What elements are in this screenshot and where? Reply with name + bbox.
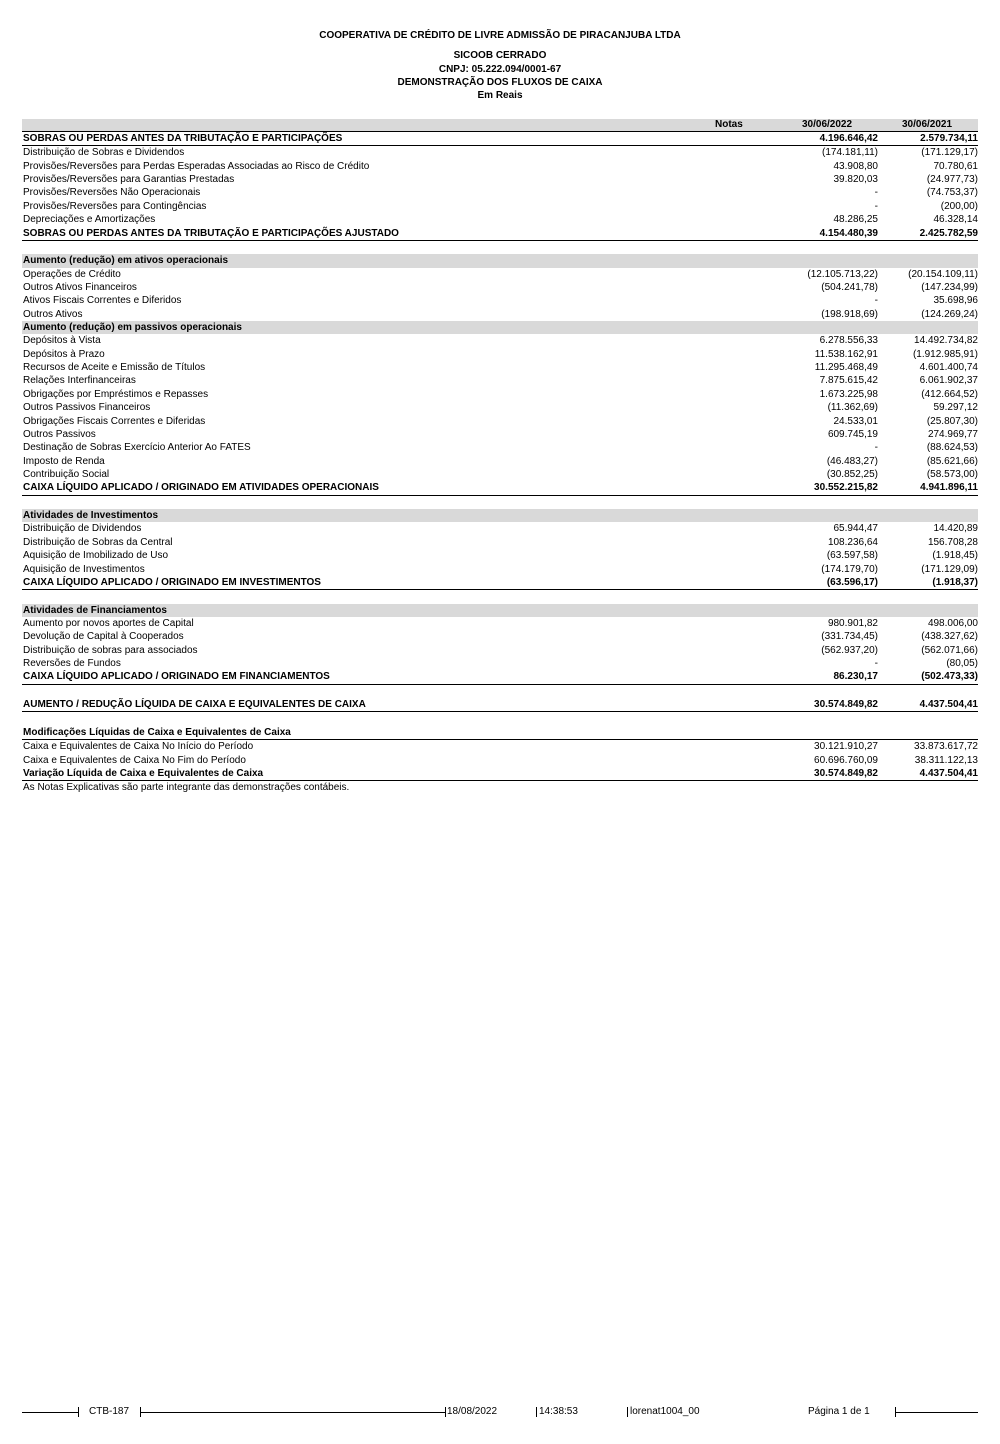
row-label: Depósitos à Prazo — [23, 348, 105, 360]
subsection-header-row — [22, 726, 978, 740]
value-2021: 2.425.782,59 — [919, 227, 978, 239]
value-2021: 4.941.896,11 — [920, 482, 978, 494]
value-2021: (171.129,09) — [921, 563, 978, 575]
row-label: Depósitos à Vista — [23, 335, 101, 347]
row-label: Imposto de Renda — [23, 455, 105, 467]
spacer-row — [22, 590, 978, 603]
row-label: Recursos de Aceite e Emissão de Títulos — [23, 362, 206, 374]
print-date: 18/08/2022 — [447, 1406, 498, 1417]
value-2022: 60.696.760,09 — [814, 754, 878, 766]
row-label: Reversões de Fundos — [23, 658, 121, 670]
row-label: SOBRAS OU PERDAS ANTES DA TRIBUTAÇÃO E PARTICIPAÇÕES AJUSTADO — [23, 227, 399, 239]
table-row — [22, 160, 978, 173]
value-2021: (85.621,66) — [926, 455, 978, 467]
value-2021: 33.873.617,72 — [914, 741, 978, 753]
value-2021: 35.698,96 — [933, 295, 978, 307]
table-row — [22, 549, 978, 562]
value-2022: 30.574.849,82 — [814, 767, 878, 779]
table-row — [22, 740, 978, 753]
row-label: Provisões/Reversões Não Operacionais — [23, 187, 201, 199]
value-2022: (11.362,69) — [827, 402, 878, 414]
table-row — [22, 213, 978, 226]
row-label: Outros Passivos Financeiros — [23, 402, 151, 414]
row-label: Operações de Crédito — [23, 268, 121, 280]
table-row — [22, 563, 978, 576]
table-row — [22, 455, 978, 468]
value-2021: (1.918,37) — [932, 576, 978, 588]
print-time: 14:38:53 — [539, 1406, 578, 1417]
table-row — [22, 294, 978, 307]
table-row — [22, 468, 978, 481]
table-row — [22, 536, 978, 549]
row-label: Atividades de Financiamentos — [23, 604, 167, 616]
value-2021: 2.579.734,11 — [920, 133, 978, 144]
spacer-row — [22, 496, 978, 509]
value-2021: (124.269,24) — [921, 308, 978, 320]
value-2022: (174.179,70) — [821, 563, 878, 575]
report-code: CTB-187 — [89, 1406, 130, 1417]
value-2021: (438.327,62) — [921, 631, 978, 643]
row-label: Distribuição de Sobras e Dividendos — [23, 147, 185, 159]
table-row — [22, 428, 978, 441]
value-2022: (12.105.713,22) — [807, 268, 878, 280]
cnpj: CNPJ: 05.222.094/0001-67 — [438, 64, 562, 75]
value-2022: 30.121.910,27 — [814, 741, 878, 753]
value-2021: (502.473,33) — [921, 671, 978, 683]
footer-tick — [445, 1407, 446, 1417]
row-label: CAIXA LÍQUIDO APLICADO / ORIGINADO EM INVESTIMENTOS — [23, 576, 321, 588]
row-label: Atividades de Investimentos — [23, 510, 159, 522]
value-2021: 38.311.122,13 — [914, 754, 978, 766]
value-2021: 156.708,28 — [927, 536, 978, 548]
row-label: Variação Líquida de Caixa e Equivalentes de Caixa — [23, 767, 264, 779]
footer-tick — [78, 1407, 79, 1417]
spacer-row — [22, 685, 978, 698]
value-2021: 6.061.902,37 — [919, 375, 978, 387]
column-header-row — [22, 119, 978, 131]
row-label: Outros Ativos Financeiros — [23, 281, 137, 293]
currency-unit: Em Reais — [477, 90, 523, 101]
table-row — [22, 186, 978, 199]
row-label: AUMENTO / REDUÇÃO LÍQUIDA DE CAIXA E EQUIVALENTES DE CAIXA — [23, 699, 366, 711]
value-2021: (200,00) — [940, 200, 978, 212]
row-label: Modificações Líquidas de Caixa e Equivalentes de Caixa — [23, 726, 291, 738]
row-label: Obrigações por Empréstimos e Repasses — [23, 388, 209, 400]
row-label: CAIXA LÍQUIDO APLICADO / ORIGINADO EM ATIVIDADES OPERACIONAIS — [23, 482, 379, 494]
value-2021: (80,05) — [946, 658, 978, 670]
value-2022: 24.533,01 — [833, 415, 878, 427]
row-label: Caixa e Equivalentes de Caixa No Início do Período — [23, 741, 254, 753]
total-row — [22, 698, 978, 712]
value-2021: 4.437.504,41 — [919, 699, 978, 711]
value-2021: (20.154.109,11) — [908, 268, 978, 280]
value-2022: - — [874, 658, 878, 670]
value-2021: (88.624,53) — [926, 442, 978, 454]
table-row — [22, 308, 978, 321]
total-row — [22, 670, 978, 684]
row-label: Destinação de Sobras Exercício Anterior Ao FATES — [23, 442, 251, 454]
row-label: Relações Interfinanceiras — [23, 375, 136, 387]
spacer-row — [22, 241, 978, 254]
row-label: Aumento por novos aportes de Capital — [23, 617, 194, 629]
row-label: Provisões/Reversões para Perdas Esperadas Associadas ao Risco de Crédito — [23, 160, 370, 172]
value-2021: (24.977,73) — [926, 174, 978, 186]
period-2022-header: 30/06/2022 — [802, 119, 853, 130]
value-2021: 46.328,14 — [933, 214, 978, 226]
row-label: Outros Passivos — [23, 428, 96, 440]
table-row — [22, 173, 978, 186]
section-header-row — [22, 254, 978, 267]
spacer-row — [22, 712, 978, 725]
row-label: Depreciações e Amortizações — [23, 214, 156, 226]
total-row — [22, 131, 978, 146]
table-body — [22, 131, 978, 795]
footer-tick — [627, 1407, 628, 1417]
value-2021: (58.573,00) — [926, 468, 978, 480]
value-2022: 65.944,47 — [833, 523, 878, 535]
total-row — [22, 576, 978, 590]
footer-line — [22, 1412, 78, 1413]
row-label: Caixa e Equivalentes de Caixa No Fim do Período — [23, 754, 246, 766]
value-2022: - — [874, 200, 878, 212]
total-row — [22, 227, 978, 241]
period-2021-header: 30/06/2021 — [902, 119, 953, 130]
page-number: Página 1 de 1 — [808, 1406, 870, 1417]
value-2022: (30.852,25) — [826, 468, 878, 480]
row-label: Aquisição de Investimentos — [23, 563, 145, 575]
table-row — [22, 617, 978, 630]
value-2021: 70.780,61 — [933, 160, 978, 172]
value-2022: (562.937,20) — [821, 644, 878, 656]
value-2022: (198.918,69) — [821, 308, 878, 320]
value-2022: (504.241,78) — [821, 281, 878, 293]
value-2021: (412.664,52) — [921, 388, 978, 400]
table-row — [22, 441, 978, 454]
table-row — [22, 200, 978, 213]
row-label: Outros Ativos — [23, 308, 83, 320]
footer-tick — [536, 1407, 537, 1417]
row-label: Provisões/Reversões para Garantias Prestadas — [23, 174, 235, 186]
table-row — [22, 348, 978, 361]
table-row — [22, 281, 978, 294]
table-row — [22, 401, 978, 414]
company-name: COOPERATIVA DE CRÉDITO DE LIVRE ADMISSÃO DE PIRACANJUBA LTDA — [319, 30, 681, 41]
value-2021: (562.071,66) — [921, 644, 978, 656]
value-2022: 7.875.615,42 — [819, 375, 878, 387]
value-2022: 4.154.480,39 — [819, 227, 878, 239]
footer-line — [895, 1412, 978, 1413]
row-label: Aquisição de Imobilizado de Uso — [23, 550, 169, 562]
table-row — [22, 146, 978, 159]
value-2021: 274.969,77 — [927, 428, 978, 440]
row-label: Distribuição de sobras para associados — [23, 644, 198, 656]
value-2022: (63.597,58) — [826, 550, 878, 562]
row-label: As Notas Explicativas são parte integrante das demonstrações contábeis. — [23, 782, 350, 794]
table-row — [22, 754, 978, 767]
row-label: CAIXA LÍQUIDO APLICADO / ORIGINADO EM FINANCIAMENTOS — [23, 671, 330, 683]
row-label: Distribuição de Dividendos — [23, 523, 142, 535]
value-2022: (174.181,11) — [822, 147, 878, 159]
value-2022: 43.908,80 — [833, 160, 878, 172]
table-row — [22, 522, 978, 535]
row-label: Contribuição Social — [23, 468, 110, 480]
table-row — [22, 630, 978, 643]
value-2022: 30.574.849,82 — [814, 699, 878, 711]
row-label: Aumento (redução) em ativos operacionais — [23, 255, 229, 267]
value-2021: (74.753,37) — [926, 187, 978, 199]
value-2021: 498.006,00 — [927, 617, 978, 629]
brand-name: SICOOB CERRADO — [453, 50, 547, 61]
value-2022: (63.596,17) — [826, 576, 878, 588]
value-2022: 48.286,25 — [833, 214, 878, 226]
row-label: Obrigações Fiscais Correntes e Diferidas — [23, 415, 206, 427]
value-2021: (25.807,30) — [926, 415, 978, 427]
table-row — [22, 657, 978, 670]
value-2021: (1.912.985,91) — [912, 348, 978, 360]
value-2022: 86.230,17 — [833, 671, 878, 683]
value-2021: 14.492.734,82 — [914, 335, 978, 347]
value-2021: (171.129,17) — [921, 147, 978, 159]
table-row — [22, 374, 978, 387]
statement-title: DEMONSTRAÇÃO DOS FLUXOS DE CAIXA — [397, 77, 603, 88]
row-label: Distribuição de Sobras da Central — [23, 536, 173, 548]
table-row — [22, 415, 978, 428]
table-row — [22, 268, 978, 281]
value-2022: (46.483,27) — [826, 455, 878, 467]
value-2022: - — [874, 295, 878, 307]
value-2022: 11.295.468,49 — [814, 362, 878, 374]
total-row — [22, 481, 978, 495]
row-label: SOBRAS OU PERDAS ANTES DA TRIBUTAÇÃO E PARTICIPAÇÕES — [23, 133, 343, 144]
value-2021: (1.918,45) — [932, 550, 978, 562]
value-2021: 4.601.400,74 — [919, 362, 978, 374]
table-row — [22, 388, 978, 401]
value-2022: 30.552.215,82 — [814, 482, 878, 494]
section-header-row — [22, 321, 978, 334]
row-label: Ativos Fiscais Correntes e Diferidos — [23, 295, 182, 307]
print-user: lorenat1004_00 — [630, 1406, 700, 1417]
value-2022: 4.196.646,42 — [819, 133, 878, 144]
total-row — [22, 767, 978, 781]
footer-line — [140, 1412, 445, 1413]
value-2022: 609.745,19 — [827, 428, 878, 440]
cash-flow-table — [22, 119, 978, 795]
value-2022: 980.901,82 — [827, 617, 878, 629]
value-2022: 6.278.556,33 — [819, 335, 878, 347]
row-label: Provisões/Reversões para Contingências — [23, 200, 207, 212]
value-2022: 39.820,03 — [833, 174, 878, 186]
section-header-row — [22, 604, 978, 617]
value-2021: (147.234,99) — [921, 281, 978, 293]
value-2021: 14.420,89 — [933, 523, 978, 535]
page-footer — [0, 1404, 1000, 1420]
value-2022: 11.538.162,91 — [814, 348, 878, 360]
value-2022: (331.734,45) — [821, 631, 878, 643]
section-header-row — [22, 509, 978, 522]
footnote-row — [22, 781, 978, 794]
table-row — [22, 334, 978, 347]
notes-column-header: Notas — [715, 119, 743, 130]
table-row — [22, 361, 978, 374]
value-2021: 4.437.504,41 — [919, 767, 978, 779]
value-2022: 108.236,64 — [827, 536, 878, 548]
value-2021: 59.297,12 — [933, 402, 978, 414]
value-2022: - — [874, 187, 878, 199]
row-label: Aumento (redução) em passivos operacionais — [23, 322, 242, 334]
row-label: Devolução de Capital à Cooperados — [23, 631, 184, 643]
table-row — [22, 644, 978, 657]
value-2022: 1.673.225,98 — [819, 388, 878, 400]
value-2022: - — [874, 442, 878, 454]
